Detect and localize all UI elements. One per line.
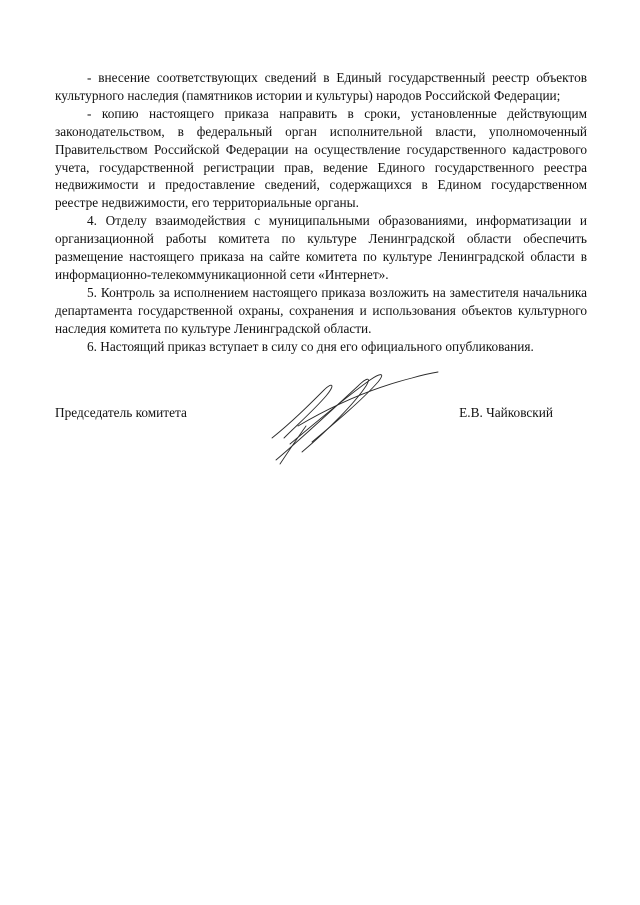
paragraph-item-5: 5. Контроль за исполнением настоящего приказа возложить на заместителя начальника департамента государственной охраны, сохранения и использования объектов культурного наследия комитета по культуре Ленинградской области. — [55, 284, 587, 336]
signatory-role: Председатель комитета — [55, 405, 187, 420]
paragraph-send-copy: - копию настоящего приказа направить в сроки, установленные действующим законодательством, в федеральный орган исполнительной власти, уполномоченный Правительством Российской Федерации на осуществление государственного кадастрового учета, государственной регистрации прав, ведение Единого государственного реестра недвижимости и предоставление сведений, содержащихся в Едином государственном реестре недвижимости, его территориальные органы. — [55, 105, 587, 211]
paragraph-item-4: 4. Отделу взаимодействия с муниципальными образованиями, информатизации и организационной работы комитета по культуре Ленинградской области обеспечить размещение настоящего приказа на сайте комитета по культуре Ленинградской области в информационно-телекоммуникационной сети «Интернет». — [55, 213, 587, 282]
document-body — [55, 69, 587, 356]
signatory-name: Е.В. Чайковский — [459, 405, 553, 420]
paragraph-registry-entry: - внесение соответствующих сведений в Единый государственный реестр объектов культурного наследия (памятников истории и культуры) народов Российской Федерации; — [55, 70, 587, 103]
handwritten-signature — [262, 360, 442, 470]
paragraph-item-6: 6. Настоящий приказ вступает в силу со дня его официального опубликования. — [87, 338, 534, 354]
